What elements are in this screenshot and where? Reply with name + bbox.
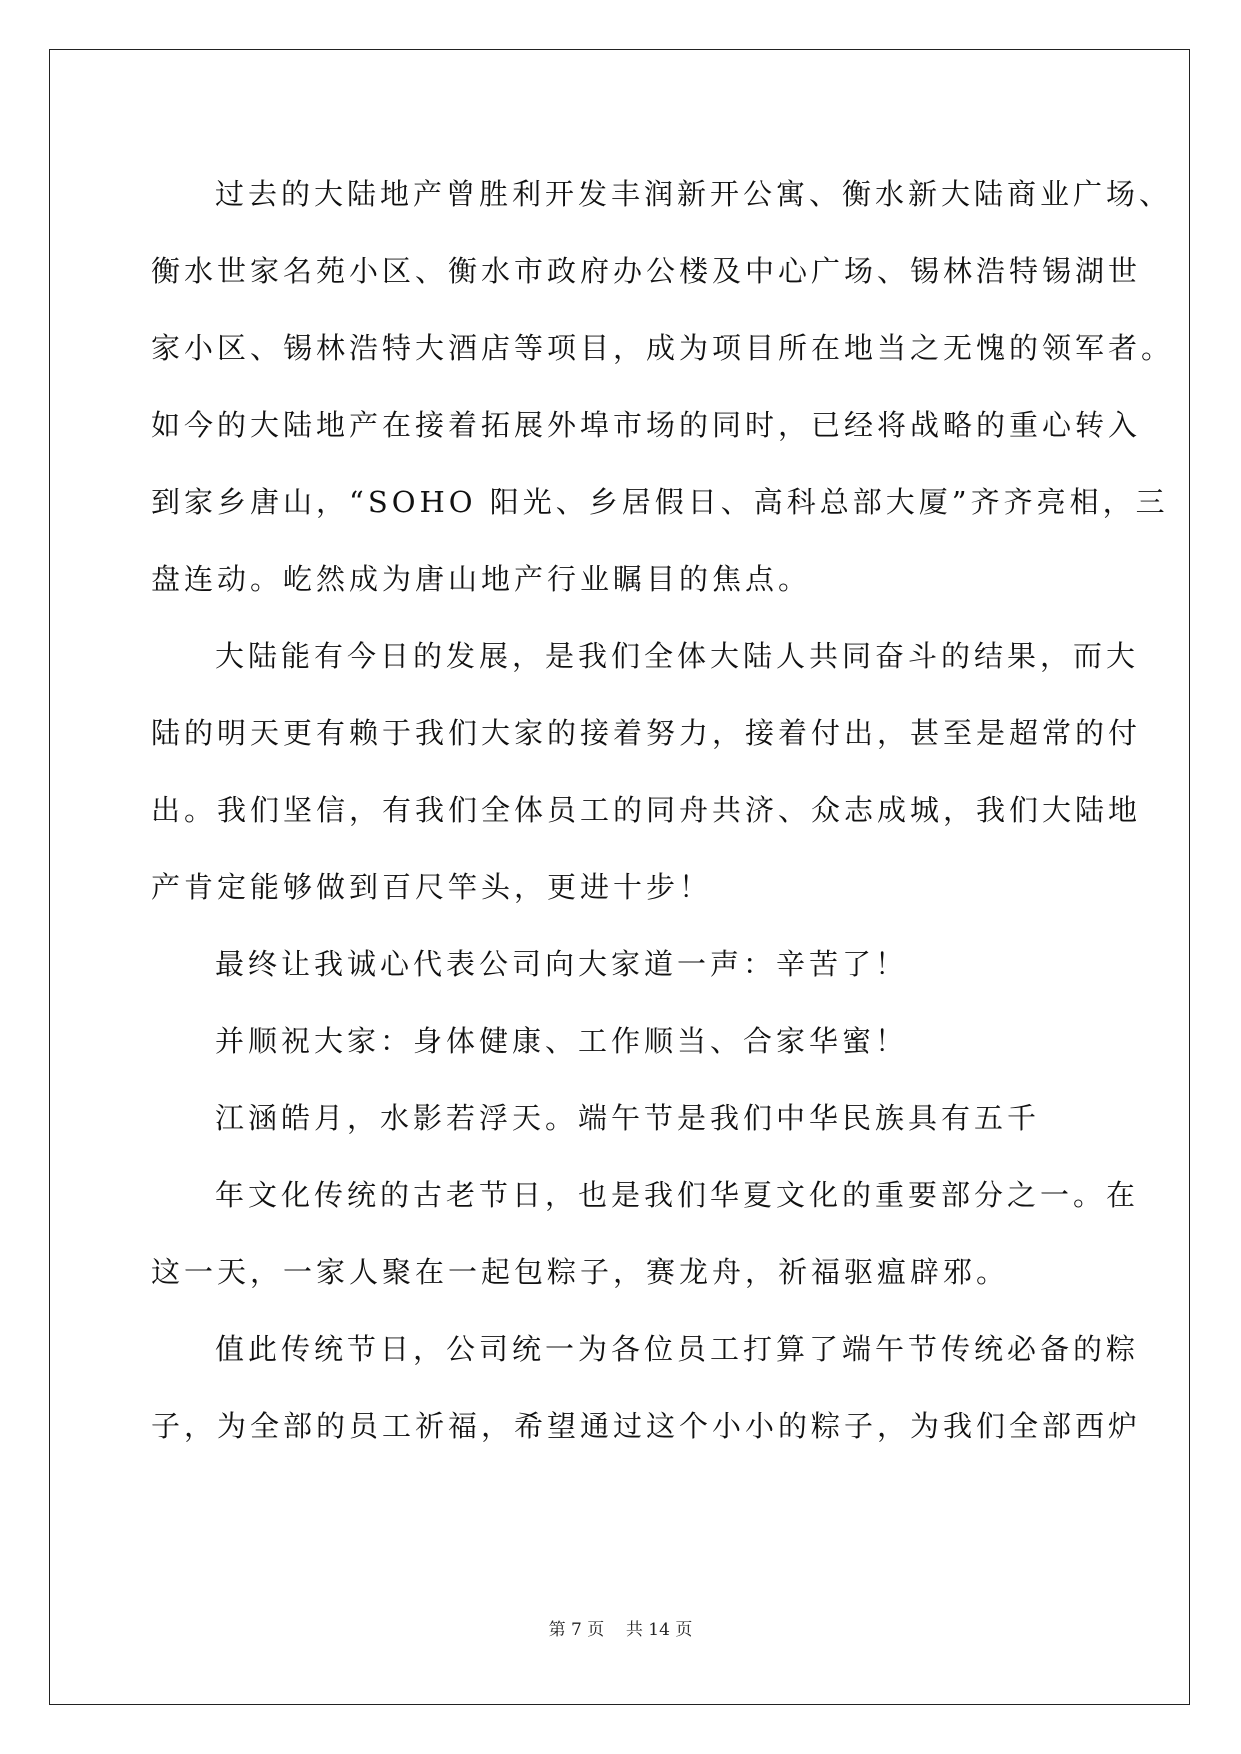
text-line: 大陆能有今日的发展，是我们全体大陆人共同奋斗的结果，而大 [215, 639, 1140, 673]
page-number-label: 第 7 页 共 14 页 [548, 1620, 693, 1640]
page-footer [0, 1615, 1241, 1640]
text-line: 并顺祝大家：身体健康、工作顺当、合家华蜜！ [215, 1024, 909, 1058]
text-line: 年文化传统的古老节日，也是我们华夏文化的重要部分之一。在 [215, 1178, 1140, 1212]
text-line: 陆的明天更有赖于我们大家的接着努力，接着付出，甚至是超常的付 [151, 716, 1142, 750]
text-line: 产肯定能够做到百尺竿头，更进十步！ [151, 870, 713, 904]
text-line: 值此传统节日，公司统一为各位员工打算了端午节传统必备的粽 [215, 1332, 1140, 1366]
text-line: 子，为全部的员工祈福，希望通过这个小小的粽子，为我们全部西炉 [151, 1409, 1142, 1443]
text-line: 过去的大陆地产曾胜利开发丰润新开公寓、衡水新大陆商业广场、 [215, 177, 1173, 211]
text-line: 江涵皓月，水影若浮天。端午节是我们中华民族具有五千 [215, 1101, 1041, 1135]
text-line: 如今的大陆地产在接着拓展外埠市场的同时，已经将战略的重心转入 [151, 408, 1142, 442]
text-line: 最终让我诚心代表公司向大家道一声：辛苦了！ [215, 947, 909, 981]
paragraph [151, 1003, 1091, 1080]
paragraph [151, 618, 1142, 926]
paragraph [151, 1311, 1142, 1465]
text-line: 到家乡唐山，“SOHO 阳光、乡居假日、高科总部大厦”齐齐亮相，三 [151, 485, 1169, 519]
text-line: 盘连动。屹然成为唐山地产行业瞩目的焦点。 [151, 562, 812, 596]
paragraph [151, 1157, 1140, 1311]
text-line: 这一天，一家人聚在一起包粽子，赛龙舟，祈福驱瘟辟邪。 [151, 1255, 1010, 1289]
text-line: 出。我们坚信，有我们全体员工的同舟共济、众志成城，我们大陆地 [151, 793, 1142, 827]
paragraph [151, 156, 1175, 618]
text-line: 衡水世家名苑小区、衡水市政府办公楼及中心广场、锡林浩特锡湖世 [151, 254, 1142, 288]
document-body [151, 156, 1175, 1465]
paragraph [151, 1080, 1091, 1157]
paragraph [151, 926, 1091, 1003]
text-line: 家小区、锡林浩特大酒店等项目，成为项目所在地当之无愧的领军者。 [151, 331, 1175, 365]
